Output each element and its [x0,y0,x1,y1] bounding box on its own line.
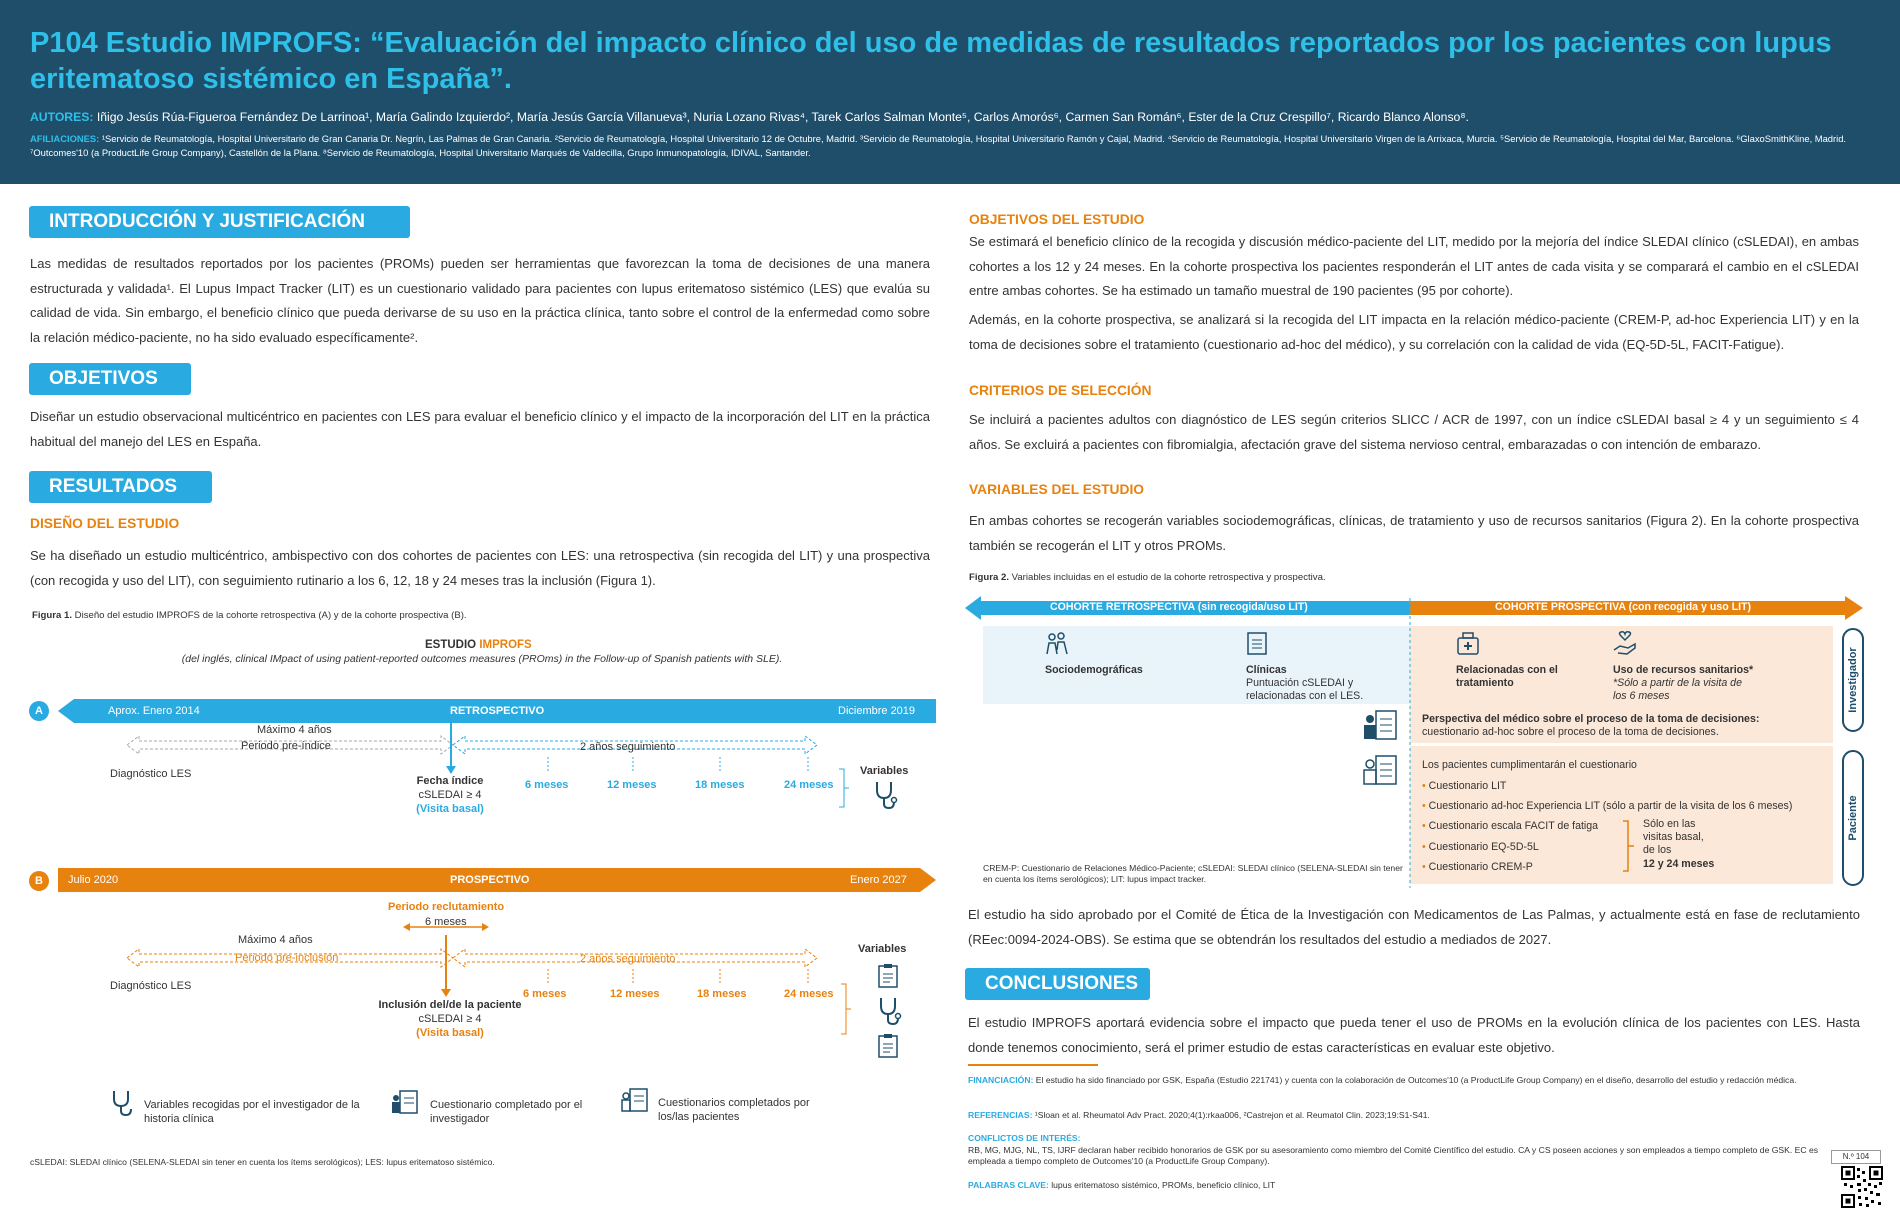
poster-title: P104 Estudio IMPROFS: “Evaluación del impacto clínico del uso de medidas de resultados reportados por los pacientes con lupus eritematoso sistémico en España”. [30,27,1832,95]
cohort-divider [1408,598,1412,888]
financiacion-text: El estudio ha sido financiado por GSK, España (Estudio 221741) y cuenta con la colaboración de Outcomes'10 (a ProductLife Group Company) en el diseño, desarrollo del estudio y redacción médica. [1035,1075,1797,1085]
retro-label: RETROSPECTIVO [450,705,545,717]
paciente-label: Paciente [1847,795,1859,841]
retro-index-date: Fecha índice [416,775,484,787]
q-experiencia-text: Cuestionario ad-hoc Experiencia LIT (sólo a partir de la visita de los 6 meses) [1428,800,1793,812]
q-lit-text: Cuestionario LIT [1428,780,1507,792]
palabras-clave [968,1180,1828,1192]
retro-24m: 24 meses [784,779,834,791]
q-facit [1422,820,1598,833]
figure1-caption-label: Figura 1. [32,610,72,621]
figure1-title [425,639,532,651]
legend-investigator-history: Variables recogidas por el investigador de la historia clínica [144,1099,360,1125]
bullet-dot: • [1422,800,1426,812]
var-recursos-sub: *Sólo a partir de la visita de los 6 meses [1613,677,1742,702]
prosp-recruitment-months: 6 meses [425,916,467,928]
qr-code-icon[interactable] [1841,1166,1883,1208]
investigador-side-label [1842,628,1864,732]
var-tratamiento: Relacionadas con el tratamiento [1456,664,1558,689]
objetivos-estudio-p2: Además, en la cohorte prospectiva, se analizará si la recogida del LIT impacta en la relación médico-paciente (CREM-P, ad-hoc Experiencia LIT) y en la toma de decisiones sobre el tratamiento (cuestionario ad-hoc del médico), y su correlación con la calidad de vida (EQ-5D-5L, FACIT-Fatigue). [969,312,1859,352]
prosp-inclusion-arrow [440,935,452,997]
section-title-resultados: RESULTADOS [29,471,212,503]
prosp-end-date: Enero 2027 [850,874,907,886]
medication-icon [1455,630,1481,656]
prosp-month-ticks [540,969,830,989]
retro-start-date: Aprox. Enero 2014 [108,705,200,717]
paciente-side-label [1842,750,1864,886]
q-lit [1422,780,1506,793]
clipboard-person-icon [1362,709,1402,743]
cohort-retro-label: COHORTE RETROSPECTIVA (sin recogida/uso LIT) [1050,601,1308,613]
cohort-prosp-label: COHORTE PROSPECTIVA (con recogida y uso LIT) [1495,601,1752,613]
stethoscope-icon [110,1089,134,1117]
q-cremp-text: Cuestionario CREM-P [1428,861,1533,873]
variables-subtitle: VARIABLES DEL ESTUDIO [969,482,1145,497]
prosp-start-date: Julio 2020 [68,874,119,886]
referencias [968,1110,1828,1122]
financiacion [968,1075,1828,1087]
affiliations-label: AFILIACIONES: [30,133,100,144]
retro-variables: Variables [860,765,909,777]
q-facit-text: Cuestionario escala FACIT de fatiga [1428,820,1599,832]
prosp-inclusion-basal: (Visita basal) [416,1027,484,1039]
prosp-pre-inclusion: Periodo pre-inclusión [235,952,339,964]
prosp-max-years: Máximo 4 años [238,934,313,946]
authors-label: AUTORES: [30,110,94,124]
q-eq5d [1422,841,1539,854]
figure1-caption [32,610,467,621]
affiliations [30,132,1870,160]
retro-bracket [838,768,850,808]
figure2-caption-label: Figura 2. [969,572,1009,583]
prosp-12m: 12 meses [610,988,660,1000]
prosp-follow: 2 años seguimiento [580,953,676,965]
retro-12m: 12 meses [607,779,657,791]
retro-index-arrow [445,722,457,774]
criterios-text: Se incluirá a pacientes adultos con diagnóstico de LES según criterios SLICC / ACR de 1997, con un índice cSLEDAI basal ≥ 4 y un seguimiento ≤ 4 años. Se excluirá a pacientes con fibromialgia, afectación grave del sistema nervioso central, embarazadas o con intención de embarazo. [969,412,1859,452]
objetivos-text: Diseñar un estudio observacional multicéntrico en pacientes con LES para evaluar el beneficio clínico y el impacto de la incorporación del LIT en la práctica habitual del manejo del LES en España. [30,409,930,449]
conflictos [968,1133,1828,1168]
prosp-inclusion-cslesai: cSLEDAI ≥ 4 [418,1013,482,1025]
retro-follow: 2 años seguimiento [580,741,676,753]
patients-intro: Los pacientes cumplimentarán el cuestionario [1422,759,1637,771]
referencias-label: REFERENCIAS: [968,1110,1033,1120]
perspectiva-title: Perspectiva del médico sobre el proceso de la toma de decisiones: [1422,713,1760,725]
prosp-18m: 18 meses [697,988,747,1000]
section-title-conclusiones: CONCLUSIONES [965,968,1150,1000]
legend-patient-questionnaires: Cuestionarios completados por los/las pacientes [658,1097,810,1123]
prosp-6m: 6 meses [523,988,567,1000]
var-clinicas-sub: Puntuación cSLEDAI y relacionadas con el LES. [1246,677,1364,702]
figure1-caption-text: Diseño del estudio IMPROFS de la cohorte retrospectiva (A) y de la cohorte prospectiva (B). [74,610,467,621]
clipboard-icon [876,1033,900,1059]
q-cremp [1422,861,1533,874]
variables-text: En ambas cohortes se recogerán variables sociodemográficas, clínicas, de tratamiento y uso de recursos sanitarios (Figura 2). En la cohorte prospectiva también se recogerán el LIT y otros PROMs. [969,513,1859,553]
prosp-diagnosis: Diagnóstico LES [110,980,192,992]
bullet-dot: • [1422,861,1426,873]
prosp-label: PROSPECTIVO [450,874,530,886]
palabras-clave-label: PALABRAS CLAVE: [968,1180,1049,1190]
clipboard-patient-icon [1362,754,1402,788]
retro-index-cslesai: cSLEDAI ≥ 4 [418,789,482,801]
criterios-subtitle: CRITERIOS DE SELECCIÓN [969,383,1152,398]
retro-18m: 18 meses [695,779,745,791]
solo-text-bold: 12 y 24 meses [1643,858,1715,870]
affiliations-text: ¹Servicio de Reumatología, Hospital Universitario de Gran Canaria Dr. Negrín, Las Palmas de Gran Canaria. ²Servicio de Reumatología, Hospital Universitario 12 de Octubre, Madrid. ³Servicio de Reumatología, Hospital Universitario Ramón y Cajal, Madrid. ⁴Servicio de Reumatología, Hospital Universitario Virgen de la Arrixaca, Murcia. ⁵Servicio de Reumatología, Hospital del Mar, Barcelona. ⁶GlaxoSmithKline, Madrid. ⁷Outcomes'10 (a ProductLife Group Company), Castellón de la Plana. ⁸Servicio de Reumatología, Hospital Universitario Marqués de Valdecilla, Grupo Inmunopatología, IDIVAL, Santander. [30,133,1847,158]
prosp-recruitment: Periodo reclutamiento [388,901,505,913]
objetivos-estudio-p1: Se estimará el beneficio clínico de la recogida y discusión médico-paciente del LIT, medido por la mejoría del índice SLEDAI clínico (cSLEDAI), en ambas cohortes a los 12 y 24 meses. En la cohorte prospectiva los pacientes responderán el LIT antes de cada visita y se comparará el cambio en el cSLEDAI entre ambas cohortes. Se ha estimado un tamaño muestral de 190 pacientes (95 por cohorte). [969,234,1859,298]
prosp-bracket [840,983,852,1035]
legend-investigator-questionnaire: Cuestionario completado por el investigador [430,1099,583,1125]
retro-index-basal: (Visita basal) [416,803,484,815]
prosp-variables: Variables [858,943,907,955]
conflictos-label: CONFLICTOS DE INTERÉS: [968,1133,1081,1143]
poster-number: N.º 104 [1831,1150,1881,1164]
retro-pre-index: Periodo pre-índice [241,740,331,752]
figure2-caption [969,572,1326,583]
intro-text: Las medidas de resultados reportados por los pacientes (PROMs) pueden ser herramientas que favorezcan la toma de decisiones de una manera estructurada y validada¹. El Lupus Impact Tracker (LIT) es un cuestionario validado para pacientes con lupus eritematoso sistémico (LES) que evalúa su calidad de vida. Sin embargo, el beneficio clínico que pueda derivarse de su uso en la práctica clínica, tanto sobre el control de la enfermedad como sobre la relación médico-paciente, no ha sido evaluado específicamente². [30,256,930,345]
authors-line [30,109,1890,125]
section-title-intro: INTRODUCCIÓN Y JUSTIFICACIÓN [29,206,410,238]
referencias-text: ¹Sloan et al. Rheumatol Adv Pract. 2020;4(1):rkaa006, ²Castrejon et al. Reumatol Clin. 2023;19:S1-S41. [1034,1110,1430,1120]
hand-heart-icon [1612,630,1638,656]
conflictos-text: RB, MG, MJG, NL, TS, IJRF declaran haber recibido honorarios de GSK por su asesoramiento como miembro del Comité Científico del estudio. CA y CS poseen acciones y son empleados a tiempo completo de GSK. EC es empleada a tiempo completo de Outcomes'10 (a ProductLife Group Company). [968,1144,1819,1166]
retro-end-date: Diciembre 2019 [838,705,916,717]
figure1-title-a: ESTUDIO [425,639,480,651]
objetivos-estudio-subtitle: OBJETIVOS DEL ESTUDIO [969,212,1145,227]
var-recursos: Uso de recursos sanitarios* [1613,664,1754,676]
clipboard-icon [1245,630,1269,656]
bullet-dot: • [1422,820,1426,832]
figure2-abbreviations: CREM-P: Cuestionario de Relaciones Médico-Paciente; cSLEDAI: SLEDAI clínico (SELENA-SLEDAI sin tener en cuenta los ítems serológicos); LIT: lupus impact tracker. [983,863,1403,884]
authors-text: Iñigo Jesús Rúa-Figueroa Fernández De Larrinoa¹, María Galindo Izquierdo², María Jesús García Villanueva³, Nuria Lozano Rivas⁴, Tarek Carlos Salman Monte⁵, Carlos Amorós⁶, Carmen San Román⁶, Ester de la Cruz Crespillo⁷, Ricardo Blanco Alonso⁸. [96,110,1469,124]
solo-bracket [1621,820,1635,872]
retro-month-ticks [540,757,830,777]
cohort-b-badge: B [29,871,49,891]
clipboard-person-icon [390,1088,420,1116]
q-eq5d-text: Cuestionario EQ-5D-5L [1428,841,1539,853]
solo-text: Sólo en las visitas basal, de los [1643,818,1704,856]
retro-6m: 6 meses [525,779,569,791]
financiacion-label: FINANCIACIÓN: [968,1075,1034,1085]
prosp-inclusion: Inclusión del/de la paciente [378,999,522,1011]
design-subtitle: DISEÑO DEL ESTUDIO [30,516,180,531]
design-text: Se ha diseñado un estudio multicéntrico, ambispectivo con dos cohortes de pacientes con LES: una retrospectiva (sin recogida del LIT) y una prospectiva (con recogida y uso del LIT), con seguimiento rutinario a los 6, 12, 18 y 24 meses tras la inclusión (Figura 1). [30,548,930,588]
section-title-objetivos: OBJETIVOS [29,363,191,395]
ethics-text: El estudio ha sido aprobado por el Comité de Ética de la Investigación con Medicamentos de Las Palmas, y actualmente está en fase de reclutamiento (REec:0094-2024-OBS). Se estima que se obtendrán los resultados del estudio a mediados de 2027. [968,907,1860,947]
bullet-dot: • [1422,841,1426,853]
palabras-clave-text: lupus eritematoso sistémico, PROMs, beneficio clínico, LIT [1051,1180,1276,1190]
clipboard-person-icon [876,963,900,989]
q-experiencia [1422,800,1792,813]
figure1-subtitle: (del inglés, clinical IMpact of using patient-reported outcomes measures (PROms) in the Follow-up of Spanish patients with SLE). [181,653,783,665]
people-icon [1044,630,1070,656]
var-socio: Sociodemográficas [1045,664,1143,676]
figure2-caption-text: Variables incluidas en el estudio de la cohorte retrospectiva y prospectiva. [1011,572,1326,583]
retro-diagnosis: Diagnóstico LES [110,768,192,780]
retro-max-years: Máximo 4 años [257,724,332,736]
figure1-title-b: IMPROFS [479,639,532,651]
investigador-label: Investigador [1847,647,1859,713]
stethoscope-icon [876,996,902,1026]
cohort-a-badge: A [29,701,49,721]
figure1-abbreviations: cSLEDAI: SLEDAI clínico (SELENA-SLEDAI sin tener en cuenta los ítems serológicos); LES: lupus eritematoso sistémico. [30,1157,495,1167]
prosp-24m: 24 meses [784,988,834,1000]
perspectiva-text: cuestionario ad-hoc sobre el proceso de la toma de decisiones. [1422,726,1719,738]
bullet-dot: • [1422,780,1426,792]
footer-divider [968,1064,1098,1066]
clipboard-patient-icon [620,1086,650,1114]
var-clinicas: Clínicas [1246,664,1287,676]
stethoscope-icon [872,780,898,810]
poster-header [0,0,1900,184]
conclusiones-text: El estudio IMPROFS aportará evidencia sobre el impacto que pueda tener el uso de PROMs en la evolución clínica de los pacientes con LES. Hasta donde tenemos conocimiento, será el primer estudio de estas características en evaluar este objetivo. [968,1015,1860,1055]
